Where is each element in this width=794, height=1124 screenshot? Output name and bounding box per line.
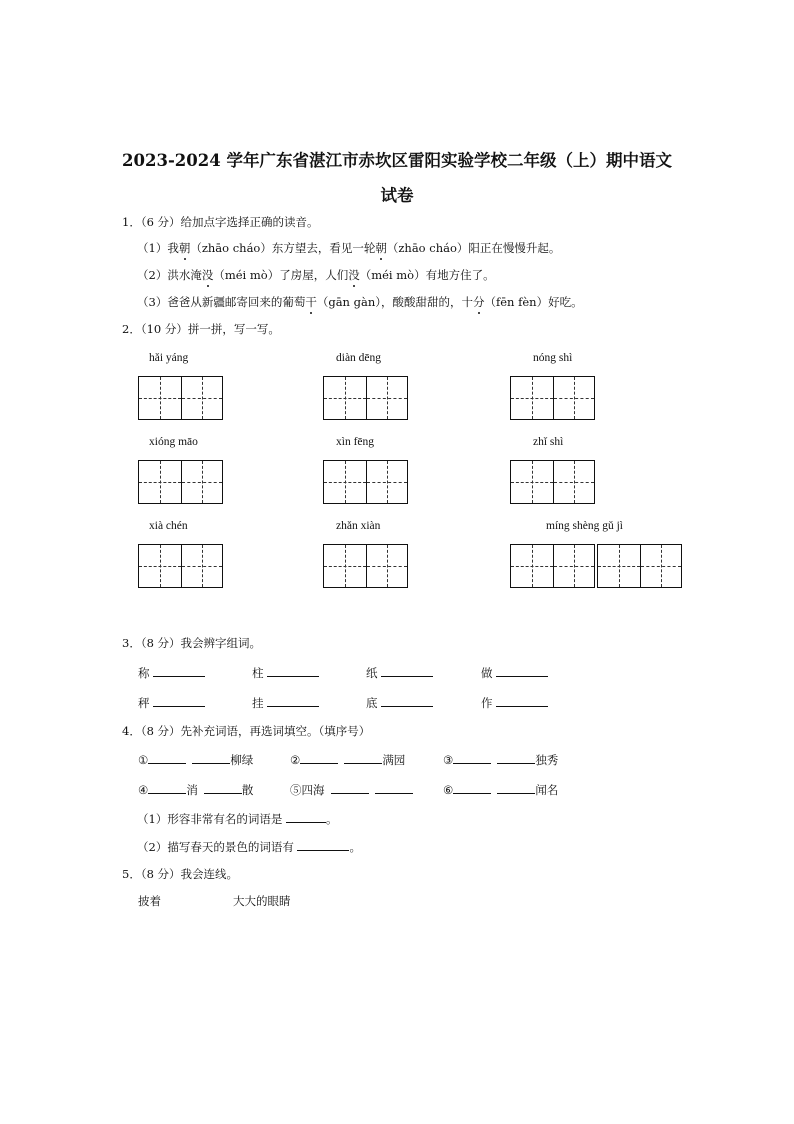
answer-blank[interactable]: [267, 694, 319, 707]
answer-blank[interactable]: [148, 751, 186, 764]
answer-blank[interactable]: [148, 781, 186, 794]
writing-grid[interactable]: [323, 376, 408, 420]
q4-item: ③ 独秀: [443, 753, 559, 767]
q3-item: 做: [481, 664, 548, 681]
answer-blank[interactable]: [497, 751, 535, 764]
answer-blank[interactable]: [331, 781, 369, 794]
q3-item: 挂: [252, 694, 319, 711]
q3-item: 作: [481, 694, 548, 711]
answer-blank[interactable]: [496, 664, 548, 677]
dotted-char: 分: [472, 295, 485, 309]
q3-item: 称: [138, 664, 205, 681]
pinyin-label: xìn fēng: [336, 436, 375, 448]
answer-blank[interactable]: [497, 781, 535, 794]
writing-grid[interactable]: [138, 376, 223, 420]
pinyin-label: zhǐ shì: [533, 436, 564, 448]
answer-blank[interactable]: [453, 751, 491, 764]
q4-sub-1: （1）形容非常有名的词语是 。: [137, 812, 338, 826]
pinyin-label: nóng shì: [533, 352, 573, 364]
page-title-line2: 试卷: [380, 186, 414, 205]
answer-blank[interactable]: [375, 781, 413, 794]
q4-item: ① 柳绿: [138, 753, 254, 767]
dotted-char: 干: [305, 295, 317, 309]
answer-blank[interactable]: [153, 694, 205, 707]
answer-blank[interactable]: [381, 664, 433, 677]
match-left-item[interactable]: 披着: [138, 894, 161, 908]
dotted-char: 朝: [375, 241, 387, 255]
dotted-char: 没: [348, 268, 360, 282]
page-title: 2023-2024 学年广东省湛江市赤坎区雷阳实验学校二年级（上）期中语文: [122, 151, 672, 170]
answer-blank[interactable]: [267, 664, 319, 677]
writing-grid[interactable]: [323, 544, 408, 588]
answer-blank[interactable]: [496, 694, 548, 707]
q3-item: 秤: [138, 694, 205, 711]
writing-grid[interactable]: [510, 460, 595, 504]
match-right-item[interactable]: 大大的眼睛: [233, 894, 291, 908]
answer-blank[interactable]: [344, 751, 382, 764]
dotted-char: 朝: [178, 241, 191, 255]
pinyin-label: zhǎn xiàn: [336, 520, 381, 532]
answer-blank[interactable]: [300, 751, 338, 764]
dotted-char: 没: [201, 268, 214, 282]
writing-grid[interactable]: [323, 460, 408, 504]
pinyin-label: hǎi yáng: [149, 352, 189, 364]
q1-heading: 1．（6 分）给加点字选择正确的读音。: [122, 215, 319, 229]
writing-grid[interactable]: [138, 460, 223, 504]
pinyin-label: diàn dēng: [336, 352, 382, 364]
writing-grid[interactable]: [597, 544, 682, 588]
answer-blank[interactable]: [192, 751, 230, 764]
q2-heading: 2．（10 分）拼一拼，写一写。: [122, 322, 280, 336]
writing-grid[interactable]: [510, 376, 595, 420]
q3-heading: 3．（8 分）我会辨字组词。: [122, 636, 262, 650]
q1-line-2: （2）洪水淹没（méi mò）了房屋，人们没（méi mò）有地方住了。: [137, 268, 495, 282]
q3-item: 纸: [366, 664, 433, 681]
q4-item: ⑤四海: [290, 781, 413, 798]
writing-grid[interactable]: [138, 544, 223, 588]
answer-blank[interactable]: [286, 810, 326, 823]
q3-item: 底: [366, 694, 433, 711]
answer-blank[interactable]: [153, 664, 205, 677]
pinyin-label: xià chén: [149, 520, 188, 532]
q5-heading: 5．（8 分）我会连线。: [122, 867, 239, 881]
answer-blank[interactable]: [204, 781, 242, 794]
q4-heading: 4．（8 分）先补充词语，再选词填空。（填序号）: [122, 724, 371, 738]
q4-item: ⑥ 闻名: [443, 783, 559, 797]
answer-blank[interactable]: [297, 838, 349, 851]
q3-item: 柱: [252, 664, 319, 681]
q4-sub-2: （2）描写春天的景色的词语有 。: [137, 840, 361, 854]
q4-item: ④ 消 散: [138, 783, 254, 797]
q4-item: ② 满园: [290, 753, 406, 767]
answer-blank[interactable]: [453, 781, 491, 794]
answer-blank[interactable]: [381, 694, 433, 707]
pinyin-label: míng shèng gǔ jì: [546, 520, 623, 532]
q1-line-1: （1）我朝（zhāo cháo）东方望去，看见一轮朝（zhāo cháo）阳正在慢慢升起。: [137, 241, 561, 255]
pinyin-label: xióng māo: [149, 436, 198, 448]
writing-grid[interactable]: [510, 544, 595, 588]
q1-line-3: （3）爸爸从新疆邮寄回来的葡萄干（gān gàn），酸酸甜甜的，十分（fēn fèn）好吃。: [137, 295, 583, 309]
